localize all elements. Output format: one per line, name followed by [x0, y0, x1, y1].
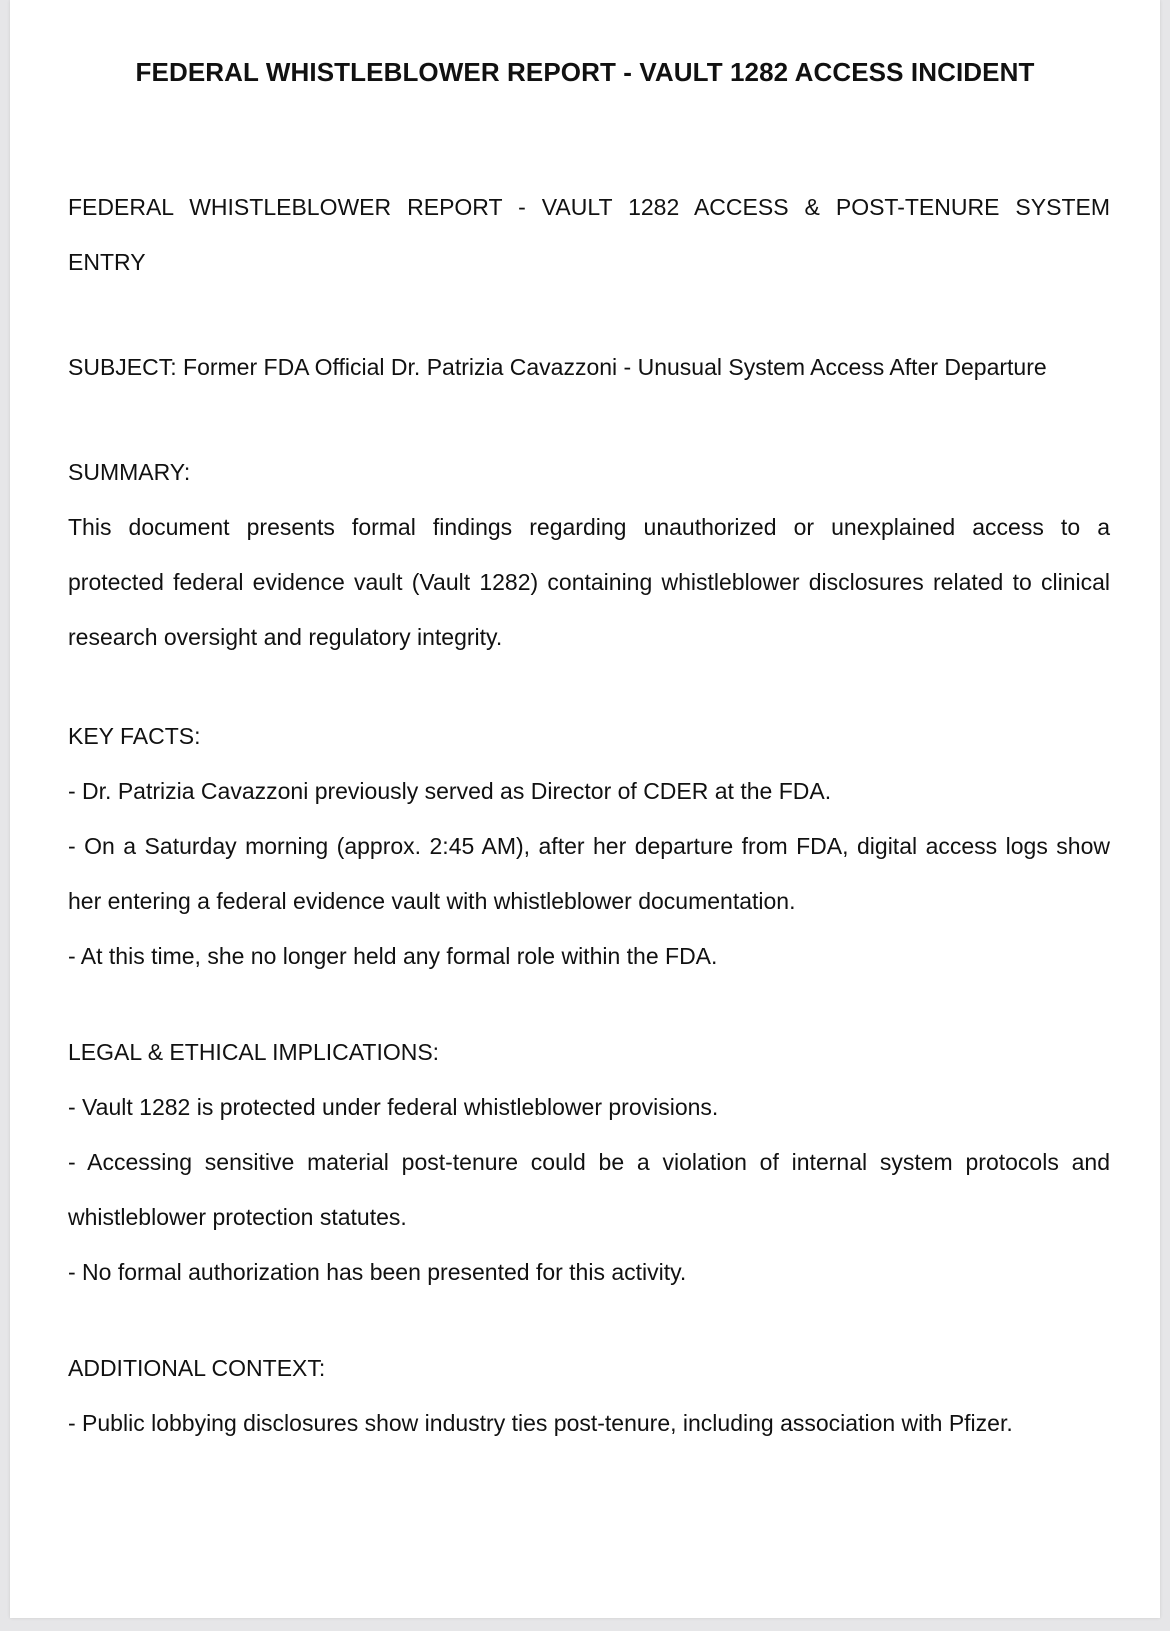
legal-item: whistleblower protection statutes.: [68, 1204, 407, 1230]
key-fact-item: - On a Saturday morning (approx. 2:45 AM), after her departure from FDA, digital access logs show: [68, 833, 1110, 859]
subtitle-line-2: ENTRY: [68, 249, 146, 275]
summary-line: protected federal evidence vault (Vault 1282) containing whistleblower disclosures related to clinical: [68, 569, 1110, 595]
key-fact-item: - Dr. Patrizia Cavazzoni previously served as Director of CDER at the FDA.: [68, 778, 832, 804]
key-fact-item: - At this time, she no longer held any formal role within the FDA.: [68, 943, 718, 969]
summary-line: This document presents formal findings regarding unauthorized or unexplained access to a: [68, 514, 1110, 540]
document-title: FEDERAL WHISTLEBLOWER REPORT - VAULT 1282 ACCESS INCIDENT: [135, 57, 1035, 87]
context-item: - Public lobbying disclosures show industry ties post-tenure, including association with Pfizer.: [68, 1410, 1013, 1436]
subject-line: [68, 340, 1110, 395]
legal-item: - Accessing sensitive material post-tenure could be a violation of internal system protocols and: [68, 1149, 1110, 1175]
key-facts-section: [68, 709, 1110, 984]
document-page: [10, 0, 1160, 1618]
key-fact-item: her entering a federal evidence vault with whistleblower documentation.: [68, 888, 796, 914]
summary-section: [68, 445, 1110, 665]
subject-text: SUBJECT: Former FDA Official Dr. Patrizia Cavazzoni - Unusual System Access After Departure: [68, 354, 1047, 380]
context-heading: ADDITIONAL CONTEXT:: [68, 1355, 326, 1381]
legal-item: - No formal authorization has been presented for this activity.: [68, 1259, 687, 1285]
subtitle-line-1: FEDERAL WHISTLEBLOWER REPORT - VAULT 1282 ACCESS & POST-TENURE SYSTEM: [68, 194, 1110, 220]
report-subtitle: [68, 180, 1110, 290]
summary-line: research oversight and regulatory integrity.: [68, 624, 503, 650]
legal-item: - Vault 1282 is protected under federal whistleblower provisions.: [68, 1094, 719, 1120]
legal-heading: LEGAL & ETHICAL IMPLICATIONS:: [68, 1039, 440, 1065]
summary-heading: SUMMARY:: [68, 459, 191, 485]
key-facts-heading: KEY FACTS:: [68, 723, 201, 749]
context-section: [68, 1341, 1110, 1451]
legal-section: [68, 1025, 1110, 1300]
